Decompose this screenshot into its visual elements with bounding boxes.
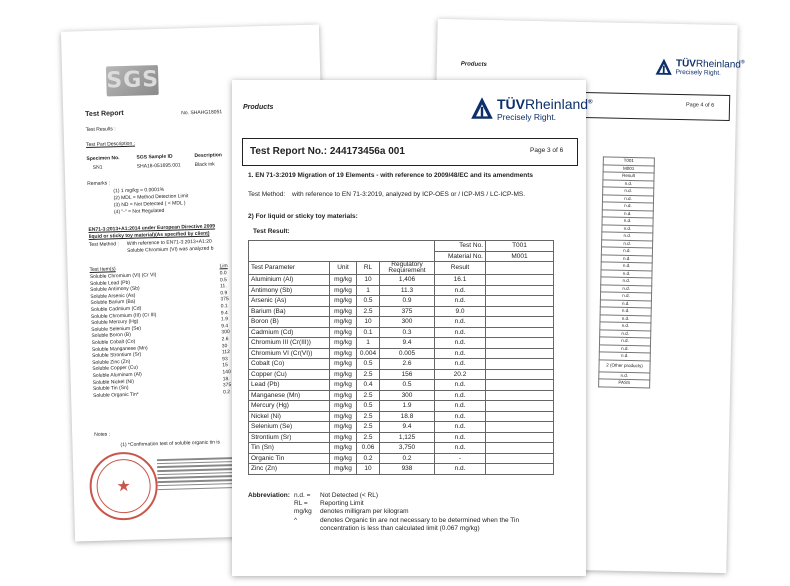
- rl-cell: 1: [357, 338, 380, 349]
- tuv-logo: TÜVRheinland® Precisely Right.: [655, 57, 745, 77]
- rl-cell: 0.004: [357, 348, 380, 359]
- requirement-cell: 18.8: [380, 411, 435, 422]
- sgs-part-desc: Test Part Description :: [86, 140, 136, 149]
- parameter-cell: Aluminium (Al): [249, 275, 330, 286]
- table-row: [249, 432, 554, 443]
- star-seal-stamp-icon: ★: [89, 451, 159, 521]
- sgs-lim-header: Lim: [219, 263, 228, 270]
- sgs-test-item: Soluble Selenium (Se): [91, 325, 142, 333]
- result-cell: -: [435, 453, 486, 464]
- sgs-limit-value: 375: [220, 296, 229, 303]
- result-column-spacer: [486, 262, 554, 275]
- sgs-items-list: [90, 272, 160, 399]
- abbreviation-key: n.d. =: [294, 492, 311, 499]
- sgs-row-description: Black ink: [194, 161, 215, 169]
- abbreviation-value: denotes milligram per kilogram: [320, 508, 409, 516]
- result-cell: 16.1: [435, 275, 486, 286]
- unit-cell: mg/kg: [330, 432, 357, 443]
- tuv-brand-suffix: Rheinland: [525, 96, 589, 112]
- rl-cell: 0.5: [357, 401, 380, 412]
- result-cell: n.d.: [435, 327, 486, 338]
- column-header: Result: [435, 262, 486, 275]
- table-row: [249, 348, 554, 359]
- tuv-tagline: Precisely Right.: [497, 112, 557, 122]
- sgs-limit-value: 112: [221, 349, 231, 356]
- result-column-spacer: [486, 411, 554, 422]
- sgs-items-header: Test Item(s): [89, 266, 116, 273]
- tuv-report-page-3: [232, 80, 593, 576]
- column-header: RL: [357, 262, 380, 275]
- unit-cell: mg/kg: [330, 275, 357, 286]
- sgs-test-item: Soluble Tin (Sn): [92, 385, 129, 393]
- sgs-remark: (1) 1 mg/kg = 0.0001%: [113, 186, 165, 195]
- rl-cell: 10: [357, 464, 380, 475]
- result-cell: n.d.: [600, 329, 651, 338]
- result-cell: n.d.: [600, 314, 651, 323]
- result-column-spacer: [486, 432, 554, 443]
- parameter-cell: Arsenic (As): [249, 296, 330, 307]
- unit-cell: mg/kg: [330, 443, 357, 454]
- sgs-test-item: Soluble Arsenic (As): [90, 292, 136, 300]
- result-cell: 2 (Other products): [599, 359, 650, 372]
- result-cell: n.d.: [602, 209, 653, 218]
- sgs-test-item: Soluble Strontium (Sr): [91, 351, 142, 360]
- result-cell: n.d.: [435, 348, 486, 359]
- table-row-test-no: [249, 241, 554, 252]
- result-cell: n.d.: [602, 239, 653, 248]
- result-cell: n.d.: [435, 422, 486, 433]
- rl-cell: 2.5: [357, 390, 380, 401]
- result-cell: n.d.: [601, 269, 652, 278]
- abbreviation-row: [294, 492, 519, 500]
- rl-cell: 2.5: [357, 411, 380, 422]
- sgs-row-specimen: SN1: [92, 164, 103, 171]
- result-cell: n.d.: [601, 254, 652, 263]
- table-row: [249, 422, 554, 433]
- rl-cell: 2.5: [357, 432, 380, 443]
- table-row: [249, 327, 554, 338]
- table-row: [249, 359, 554, 370]
- material-no-label: Material No.: [435, 251, 486, 262]
- sgs-test-item: Soluble Cadmium (Cd): [90, 305, 142, 313]
- result-column-spacer: [486, 338, 554, 349]
- abbreviation-key: ^: [294, 516, 298, 524]
- unit-cell: mg/kg: [330, 359, 357, 370]
- tuv-logo: TÜVRheinland® Precisely Right.: [470, 96, 592, 122]
- sgs-test-item: Soluble Manganese (Mn): [91, 344, 148, 353]
- parameter-cell: Strontium (Sr): [249, 432, 330, 443]
- sgs-test-item: Soluble Organic Tin*: [93, 391, 139, 399]
- result-column-spacer: [486, 369, 554, 380]
- tuv-triangle-icon: [655, 57, 673, 75]
- blank-cell: [249, 251, 435, 262]
- sgs-limit-value: 375: [222, 382, 232, 389]
- parameter-cell: Boron (B): [249, 317, 330, 328]
- rl-cell: 1: [357, 285, 380, 296]
- unit-cell: mg/kg: [330, 317, 357, 328]
- requirement-cell: 9.4: [380, 422, 435, 433]
- sgs-test-item: Soluble Cobalt (Co): [91, 338, 136, 346]
- unit-cell: mg/kg: [330, 327, 357, 338]
- result-cell: M001: [603, 164, 654, 173]
- table-row: [249, 401, 554, 412]
- result-cell: n.d.: [435, 411, 486, 422]
- result-cell: n.d.: [602, 202, 653, 211]
- sgs-test-method-label: Test Method :: [88, 241, 119, 249]
- requirement-cell: 0.5: [380, 380, 435, 391]
- result-cell: n.d.: [599, 352, 650, 361]
- requirement-cell: 3,750: [380, 443, 435, 454]
- sgs-limit-value: 30: [221, 342, 228, 349]
- result-cell: n.d.: [600, 322, 651, 331]
- rl-cell: 0.5: [357, 359, 380, 370]
- sgs-limit-value: 9.4: [221, 322, 229, 330]
- abbreviation-value: Reporting Limit: [320, 500, 364, 508]
- page4-page-number: Page 4 of 6: [685, 102, 715, 109]
- table-row: [249, 285, 554, 296]
- sgs-test-item: Soluble Aluminum (Al): [92, 371, 142, 379]
- result-column-spacer: [486, 348, 554, 359]
- unit-cell: mg/kg: [330, 285, 357, 296]
- result-cell: n.d.: [599, 344, 650, 353]
- sgs-limit-value: 11.: [220, 283, 227, 290]
- table-row: [249, 411, 554, 422]
- result-column-spacer: [486, 401, 554, 412]
- result-column-spacer: [486, 443, 554, 454]
- table-row: [599, 359, 650, 372]
- sgs-test-method-2: Soluble Chromium (VI) was analyzed b: [126, 245, 214, 254]
- result-cell: n.d.: [602, 194, 653, 203]
- unit-cell: mg/kg: [330, 411, 357, 422]
- sgs-limit-value: 15: [222, 362, 228, 369]
- result-cell: n.d.: [435, 390, 486, 401]
- section-1-title: 1. EN 71-3:2019 Migration of 19 Elements - with reference to 2009/48/EC and its amendments: [248, 172, 534, 179]
- result-cell: n.d.: [435, 338, 486, 349]
- sgs-test-item: Soluble Nickel (Ni): [92, 378, 134, 386]
- result-column-spacer: [486, 296, 554, 307]
- table-row-material-no: [249, 251, 554, 262]
- sgs-test-item: Soluble Chromium (III) (Cr III): [90, 311, 157, 320]
- rl-cell: 2.5: [357, 369, 380, 380]
- unit-cell: mg/kg: [330, 306, 357, 317]
- report-number-title: Test Report No.: 244173456a 001: [250, 146, 405, 157]
- requirement-cell: 156: [380, 369, 435, 380]
- test-method-text: with reference to EN 71-3:2019, analyzed by ICP-OES or / ICP-MS / LC-ICP-MS.: [292, 191, 526, 198]
- parameter-cell: Organic Tin: [249, 453, 330, 464]
- sgs-test-item: Soluble Barium (Ba): [90, 299, 136, 307]
- abbreviation-key: [294, 525, 320, 533]
- sgs-logo: SGS: [106, 65, 159, 96]
- table-row: [249, 453, 554, 464]
- sgs-test-item: Soluble Zinc (Zn): [92, 358, 131, 366]
- parameter-cell: Selenium (Se): [249, 422, 330, 433]
- tuv-brand: TÜV: [675, 58, 696, 70]
- rl-cell: 0.5: [357, 296, 380, 307]
- abbreviation-key: RL =: [294, 500, 308, 508]
- parameter-cell: Antimony (Sb): [249, 285, 330, 296]
- sgs-test-item: Soluble Antimony (Sb): [90, 285, 140, 294]
- requirement-cell: 11.3: [380, 285, 435, 296]
- result-column-spacer: [486, 285, 554, 296]
- abbreviation-row: [294, 508, 519, 516]
- result-column-spacer: [486, 453, 554, 464]
- sgs-limit-value: 1.9: [220, 316, 229, 323]
- sgs-test-method-1: With reference to EN71-3:2013+A1:20: [126, 238, 212, 247]
- sgs-header-specimen: Specimen No.: [86, 155, 120, 163]
- column-header: Unit: [330, 262, 357, 275]
- result-column-spacer: [486, 380, 554, 391]
- unit-cell: mg/kg: [330, 296, 357, 307]
- result-cell: n.d.: [599, 371, 650, 380]
- sgs-notes-label: Notes :: [94, 431, 111, 438]
- result-cell: n.d.: [601, 262, 652, 271]
- abbreviation-label: Abbreviation:: [248, 492, 290, 499]
- sgs-section-sub: liquid or sticky toy material)(As specified by client): [88, 230, 210, 241]
- requirement-cell: 2.6: [380, 359, 435, 370]
- table-row: [249, 338, 554, 349]
- sgs-row-sample-id: SHA18-051695.001: [136, 162, 181, 170]
- result-column-spacer: [486, 390, 554, 401]
- requirement-cell: 0.3: [380, 327, 435, 338]
- table-row: [249, 306, 554, 317]
- table-row: [249, 369, 554, 380]
- table-row: [249, 464, 554, 475]
- parameter-cell: Manganese (Mn): [249, 390, 330, 401]
- unit-cell: mg/kg: [330, 369, 357, 380]
- sgs-report-no: No. SHAHG18051: [181, 109, 223, 117]
- abbreviation-row: [294, 525, 519, 533]
- table-row: [249, 390, 554, 401]
- result-cell: T001: [603, 157, 654, 166]
- parameter-cell: Cobalt (Co): [249, 359, 330, 370]
- sgs-limit-value: 0.0: [219, 270, 227, 277]
- result-cell: n.d.: [602, 217, 653, 226]
- parameter-cell: Barium (Ba): [249, 306, 330, 317]
- unit-cell: mg/kg: [330, 380, 357, 391]
- sgs-test-item: Soluble Chromium (VI) (Cr VI): [89, 272, 157, 280]
- abbreviation-value: denotes Organic tin are not necessary to be determined when the Tin: [320, 516, 520, 524]
- result-column-spacer: [486, 422, 554, 433]
- result-cell: n.d.: [600, 299, 651, 308]
- sgs-limit-value: 0.2: [222, 388, 231, 396]
- result-cell: n.d.: [603, 179, 654, 188]
- result-cell: n.d.: [599, 337, 650, 346]
- material-no-value: M001: [486, 251, 554, 262]
- result-cell: n.d.: [435, 464, 486, 475]
- test-no-label: Test No.: [435, 241, 486, 252]
- abbreviation-value: Not Detected (< RL): [320, 492, 378, 499]
- requirement-cell: 0.2: [380, 453, 435, 464]
- page3-page-number: Page 3 of 6: [530, 147, 564, 154]
- table-row: [249, 380, 554, 391]
- sgs-limit-value: 140: [222, 368, 231, 376]
- sgs-limit-value: 0.1: [220, 303, 228, 310]
- column-header: Test Parameter: [249, 262, 330, 275]
- requirement-cell: 1,406: [380, 275, 435, 286]
- requirement-cell: 1,125: [380, 432, 435, 443]
- rl-cell: 10: [357, 275, 380, 286]
- sgs-limit-value: 93: [222, 355, 228, 363]
- result-column-spacer: [486, 359, 554, 370]
- unit-cell: mg/kg: [330, 464, 357, 475]
- sgs-test-item: Soluble Boron (B): [91, 332, 131, 340]
- rl-cell: 2.5: [357, 306, 380, 317]
- abbreviation-row: [294, 500, 519, 508]
- tuv-brand-suffix: Rheinland: [695, 58, 742, 71]
- result-column-spacer: [486, 317, 554, 328]
- unit-cell: mg/kg: [330, 453, 357, 464]
- result-cell: n.d.: [600, 307, 651, 316]
- sgs-limit-value: 18.: [222, 375, 230, 382]
- sgs-header-description: Description: [194, 152, 223, 160]
- result-cell: n.d.: [435, 443, 486, 454]
- result-cell: Result: [603, 172, 654, 181]
- result-column-spacer: [486, 464, 554, 475]
- table-row: [249, 296, 554, 307]
- test-result-label: Test Result:: [253, 228, 290, 235]
- sgs-test-results: Test Results :: [85, 126, 116, 134]
- parameter-cell: Copper (Cu): [249, 369, 330, 380]
- result-cell: n.d.: [435, 296, 486, 307]
- sgs-limit-value: 0.5: [219, 276, 227, 283]
- parameter-cell: Chromium VI (Cr(VI)): [249, 348, 330, 359]
- sgs-limit-value: 300: [221, 329, 230, 336]
- unit-cell: mg/kg: [330, 348, 357, 359]
- sgs-title: Test Report: [85, 109, 124, 119]
- table-row: [249, 443, 554, 454]
- result-column-spacer: [486, 327, 554, 338]
- parameter-cell: Nickel (Ni): [249, 411, 330, 422]
- requirement-cell: 938: [380, 464, 435, 475]
- tuv-brand: TÜV: [497, 96, 525, 112]
- parameter-cell: Mercury (Hg): [249, 401, 330, 412]
- table-row: [249, 275, 554, 286]
- unit-cell: mg/kg: [330, 390, 357, 401]
- requirement-cell: 0.005: [380, 348, 435, 359]
- sgs-remarks-title: Remarks :: [87, 180, 111, 188]
- unit-cell: mg/kg: [330, 338, 357, 349]
- requirement-cell: 300: [380, 317, 435, 328]
- result-cell: n.d.: [601, 284, 652, 293]
- unit-cell: mg/kg: [330, 401, 357, 412]
- result-cell: n.d.: [435, 285, 486, 296]
- blank-cell: [249, 241, 435, 252]
- result-cell: n.d.: [601, 277, 652, 286]
- result-column-spacer: [486, 306, 554, 317]
- rl-cell: 0.06: [357, 443, 380, 454]
- section-2-title: 2) For liquid or sticky toy materials:: [248, 213, 358, 220]
- requirement-cell: 300: [380, 390, 435, 401]
- results-table: [248, 240, 554, 475]
- page3-header: Products: [243, 104, 274, 111]
- sgs-limit-value: 2.6: [221, 336, 229, 343]
- sgs-limit-value: 0.9: [220, 289, 228, 297]
- result-cell: n.d.: [435, 380, 486, 391]
- abbreviation-value: concentration is less than calculated limit (0.067 mg/kg): [320, 524, 480, 532]
- sgs-remark: (2) MDL = Method Detection Limit: [113, 193, 189, 202]
- result-cell: n.d.: [602, 232, 653, 241]
- sgs-section-title: EN71-3:2013+A1:2014 under European Directive 2009: [88, 223, 216, 234]
- rl-cell: 10: [357, 317, 380, 328]
- result-cell: 9.0: [435, 306, 486, 317]
- result-cell: n.d.: [602, 224, 653, 233]
- sgs-test-item: Soluble Copper (Cu): [92, 364, 139, 373]
- tuv-tagline: Precisely Right.: [675, 69, 721, 78]
- rl-cell: 0.1: [357, 327, 380, 338]
- requirement-cell: 375: [380, 306, 435, 317]
- page4-header: Products: [460, 61, 487, 68]
- sgs-limit-value: 9.4: [220, 309, 228, 316]
- result-cell: 20.2: [435, 369, 486, 380]
- sgs-remark: (3) ND = Not Detected ( < MDL ): [113, 200, 186, 209]
- result-cell: n.d.: [601, 247, 652, 256]
- requirement-cell: 0.9: [380, 296, 435, 307]
- result-cell: n.d.: [435, 359, 486, 370]
- parameter-cell: Zinc (Zn): [249, 464, 330, 475]
- rl-cell: 0.2: [357, 453, 380, 464]
- page4-result-column: [598, 156, 655, 388]
- rl-cell: 2.5: [357, 422, 380, 433]
- test-method-label: Test Method:: [248, 191, 286, 198]
- result-cell: n.d.: [600, 292, 651, 301]
- table-row: [599, 379, 650, 388]
- table-row: [249, 317, 554, 328]
- parameter-cell: Cadmium (Cd): [249, 327, 330, 338]
- sgs-remark: (4) "-" = Not Regulated: [113, 207, 165, 216]
- test-no-value: T001: [486, 241, 554, 252]
- sgs-limits-list: [220, 270, 232, 395]
- rl-cell: 0.4: [357, 380, 380, 391]
- sgs-header-sample-id: SGS Sample ID: [136, 153, 173, 161]
- result-cell: n.d.: [603, 187, 654, 196]
- result-cell: n.d.: [435, 432, 486, 443]
- sgs-notes-text: (1) *Confirmation test of soluble organic tin is: [120, 439, 221, 449]
- sgs-test-item: Soluble Lead (Pb): [89, 279, 131, 287]
- parameter-cell: Chromium III (Cr(III)): [249, 338, 330, 349]
- abbreviation-key: mg/kg: [294, 508, 312, 516]
- column-header: Regulatory Requirement: [380, 262, 435, 275]
- requirement-cell: 9.4: [380, 338, 435, 349]
- parameter-cell: Lead (Pb): [249, 380, 330, 391]
- result-cell: PASS: [599, 379, 650, 388]
- result-cell: n.d.: [435, 317, 486, 328]
- result-cell: n.d.: [435, 401, 486, 412]
- requirement-cell: 1.9: [380, 401, 435, 412]
- abbreviation-row: [294, 517, 519, 525]
- parameter-cell: Tin (Sn): [249, 443, 330, 454]
- unit-cell: mg/kg: [330, 422, 357, 433]
- result-column-spacer: [486, 275, 554, 286]
- tuv-triangle-icon: [470, 96, 494, 120]
- table-header-row: [249, 262, 554, 275]
- sgs-test-item: Soluble Mercury (Hg): [90, 318, 139, 327]
- abbreviation-list: [294, 492, 519, 533]
